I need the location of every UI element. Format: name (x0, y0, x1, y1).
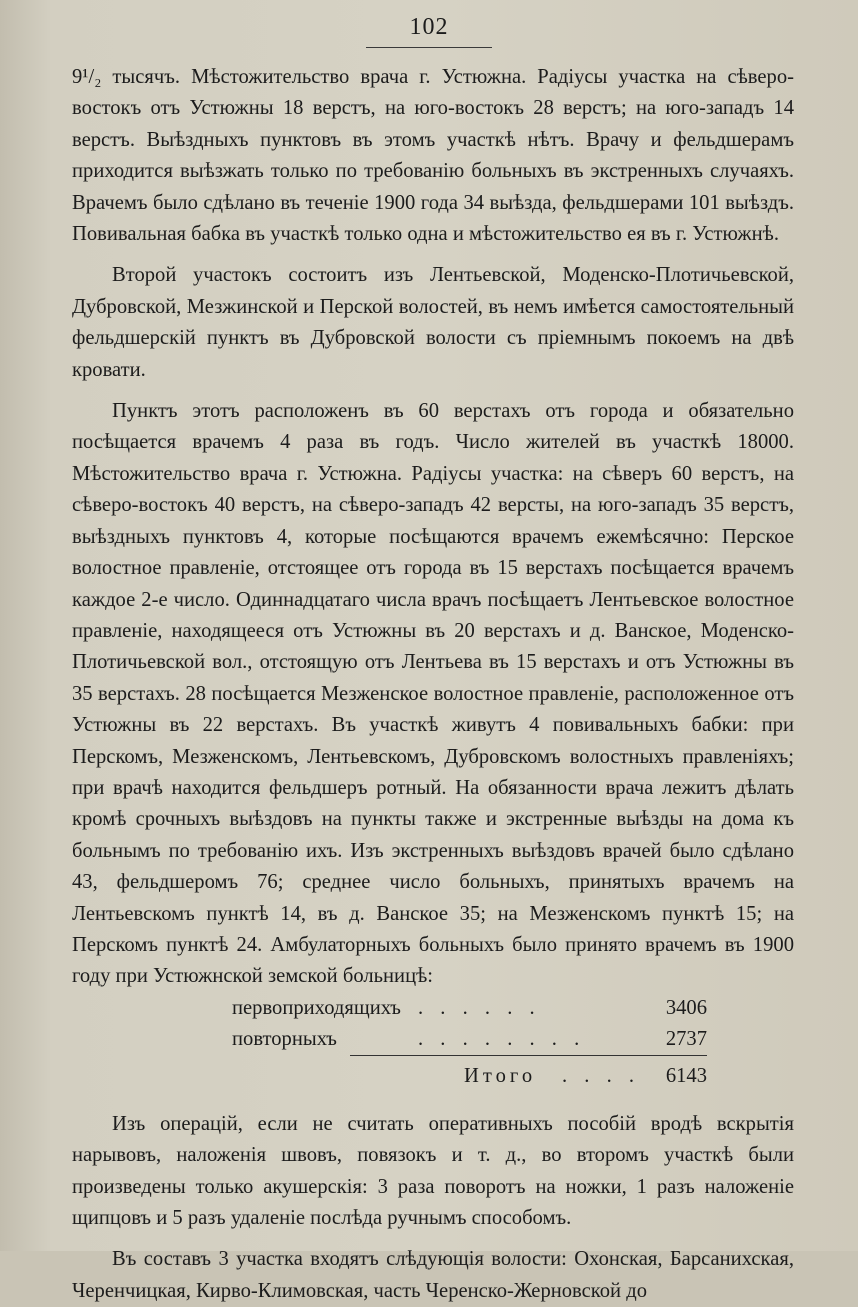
tally-label: первоприходящихъ (232, 996, 401, 1019)
header-rule (366, 47, 492, 48)
paragraph-2: Второй участокъ состоитъ изъ Лентьевской, Моденско-Плотичьевской, Дубровской, Мезжинской и Перской волостей, въ немъ имѣется самостоятельный фельдшерскій пунктъ въ Дубровской волости съ пріемнымъ покоемъ на двѣ кровати. (72, 264, 794, 381)
paragraph-4: Изъ операцій, если не считать оперативныхъ пособій вродѣ вскрытія нарывовъ, наложенія швовъ, повязокъ и т. д., во второмъ участкѣ были произведены только акушерскія: 3 раза поворотъ на ножки, 1 разъ наложеніе щипцовъ и 5 разъ удаленіе послѣда ручнымъ способомъ. (72, 1112, 794, 1229)
leader-dots: . . . . . . (418, 996, 541, 1019)
tally-label: повторныхъ (232, 1027, 337, 1050)
paragraph-5: Въ составъ 3 участка входятъ слѣдующія волости: Охонская, Барсанихская, Черенчицкая, Кирво-Климовская, часть Черенско-Жерновской до (72, 1248, 794, 1302)
tally-value: 3406 (665, 996, 707, 1019)
total-value: 6143 (665, 1064, 707, 1087)
paragraph-1: 9¹/₂ тысячъ. Мѣстожительство врача г. Устюжна. Радіусы участка на сѣверо-востокъ отъ Устюжны 18 верстъ, на юго-востокъ 28 верстъ; на юго-западъ 14 верстъ. Выѣздныхъ пунктовъ въ этомъ участкѣ нѣтъ. Врачу и фельдшерамъ приходится выѣзжать только по требованію больныхъ въ экстренныхъ случаяхъ. Врачемъ было сдѣлано въ теченіе 1900 года 34 выѣзда, фельдшерами 101 выѣздъ. Повивальная бабка въ участкѣ только одна и мѣстожительство ея въ г. Устюжнѣ. (72, 66, 794, 246)
page-number: 102 (409, 14, 449, 40)
tally-value: 2737 (665, 1027, 707, 1050)
patient-tally-table (72, 993, 794, 1109)
total-label: Итого (464, 1064, 537, 1087)
leader-dots: . . . . . . . . (418, 1027, 586, 1050)
body-text (72, 62, 794, 1307)
paragraph-3: Пунктъ этотъ расположенъ въ 60 верстахъ отъ города и обязательно посѣщается врачемъ 4 раза въ годъ. Число жителей въ участкѣ 18000. Мѣстожительство врача г. Устюжна. Радіусы участка: на сѣверъ 60 верстъ, на сѣверо-востокъ 40 верстъ, на сѣверо-западъ 42 версты, на юго-западъ 35 верстъ, выѣздныхъ пунктовъ 4, которые посѣщаются врачемъ ежемѣсячно: Перское волостное правленіе, отстоящее отъ города въ 15 верстахъ посѣщается врачемъ каждое 2-е число. Одиннадцатаго числа врачъ посѣщаетъ Лентьевское волостное правленіе, находящееся отъ Устюжны въ 20 верстахъ и д. Ванское, Моденско-Плотичьевской вол., отстоящую отъ Лентьева въ 15 верстахъ и отъ Устюжны въ 35 верстахъ. 28 посѣщается Мезженское волостное правленіе, расположенное отъ Устюжны въ 22 верстахъ. Въ участкѣ живутъ 4 повивальныхъ бабки: при Перскомъ, Мезженскомъ, Лентьевскомъ, Дубровскомъ волостныхъ правленіяхъ; при врачѣ находится фельдшеръ ротный. На обязанности врача лежитъ дѣлать кромѣ срочныхъ выѣздовъ на пункты также и экстренные выѣзды на дома къ больнымъ по требованію ихъ. Изъ экстренныхъ выѣздовъ врачей было сдѣлано 43, фельдшеромъ 76; среднее число больныхъ, принятыхъ врачемъ на Лентьевскомъ пунктѣ 14, въ д. Ванское 35; на Мезженскомъ пунктѣ 15; на Перскомъ пунктѣ 24. Амбулаторныхъ больныхъ было принято врачемъ въ 1900 году при Устюжнской земской больницѣ: (72, 400, 794, 988)
leader-dots: . . . . (562, 1064, 641, 1087)
tally-row-repeat (232, 1024, 707, 1055)
tally-row-total (232, 1061, 707, 1092)
tally-row-first-visit (232, 993, 707, 1024)
sum-rule (350, 1055, 707, 1056)
